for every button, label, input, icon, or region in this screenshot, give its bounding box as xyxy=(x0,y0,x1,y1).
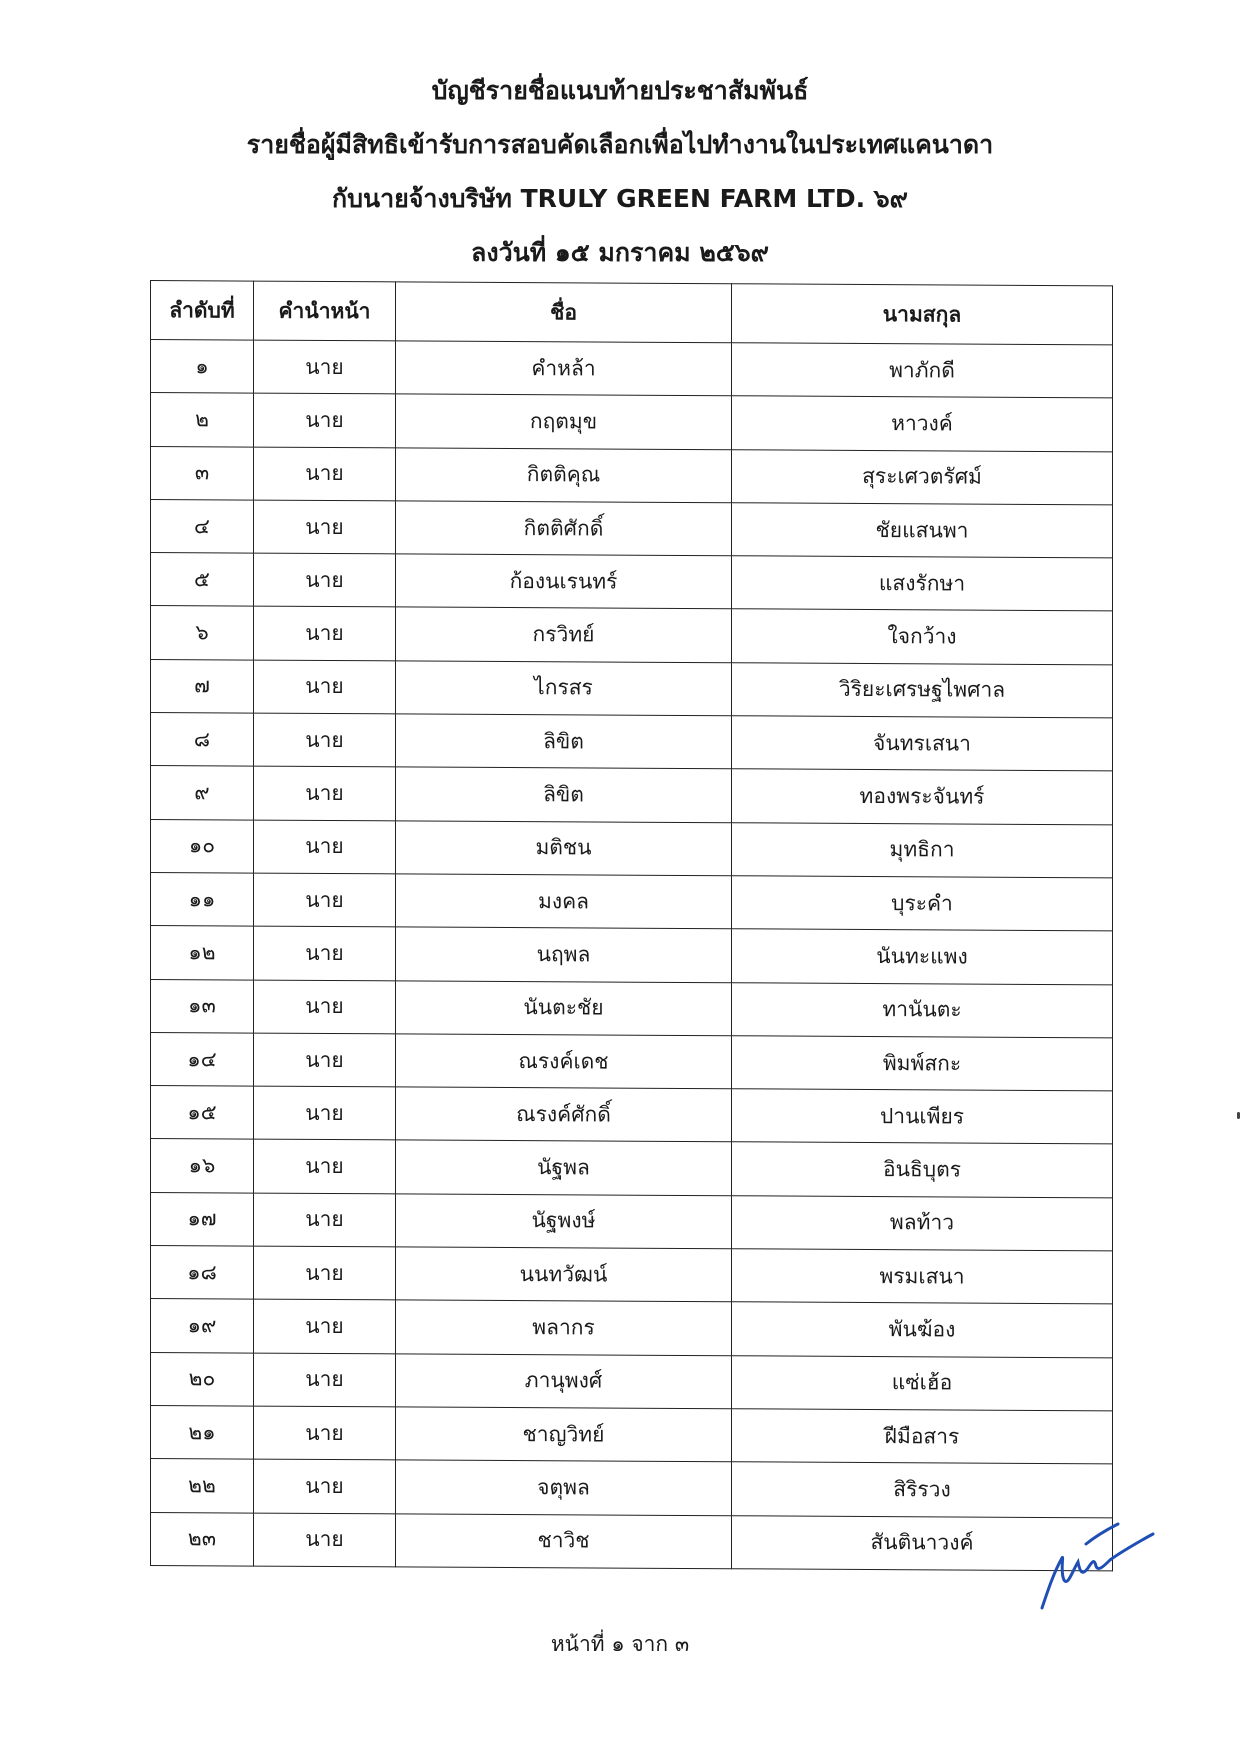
order-cell: ๑๕ xyxy=(151,1086,254,1140)
prefix-cell: นาย xyxy=(254,1459,396,1513)
column-header-prefix: คำนำหน้า xyxy=(254,281,396,341)
first-name-cell: ภานุพงศ์ xyxy=(396,1354,732,1409)
table-row xyxy=(151,1246,1113,1305)
table-row xyxy=(151,1459,1113,1518)
first-name-cell: มติชน xyxy=(396,821,732,876)
document-header xyxy=(0,64,1240,280)
table-row xyxy=(151,926,1113,985)
table-row xyxy=(151,446,1113,505)
table-row xyxy=(151,766,1113,825)
signature xyxy=(1038,1510,1158,1615)
last-name-cell: พรมเสนา xyxy=(732,1249,1113,1304)
table-row xyxy=(151,819,1113,878)
order-cell: ๔ xyxy=(151,499,254,553)
last-name-cell: จันทรเสนา xyxy=(732,716,1113,771)
first-name-cell: ชาวิช xyxy=(396,1513,732,1568)
order-cell: ๑๘ xyxy=(151,1246,254,1300)
table-row xyxy=(151,606,1113,665)
order-cell: ๒๑ xyxy=(151,1405,254,1459)
first-name-cell: นนทวัฒน์ xyxy=(396,1247,732,1302)
last-name-cell: ใจกว้าง xyxy=(732,609,1113,664)
prefix-cell: นาย xyxy=(254,607,396,661)
prefix-cell: นาย xyxy=(254,1086,396,1140)
last-name-cell: พลท้าว xyxy=(732,1195,1113,1250)
last-name-cell: ฝีมือสาร xyxy=(732,1409,1113,1464)
prefix-cell: นาย xyxy=(254,926,396,980)
first-name-cell: พลากร xyxy=(396,1300,732,1355)
table-row xyxy=(151,553,1113,612)
last-name-cell: ทองพระจันทร์ xyxy=(732,769,1113,824)
last-name-cell: นันทะแพง xyxy=(732,929,1113,984)
last-name-cell: ทานันตะ xyxy=(732,982,1113,1037)
order-cell: ๑๓ xyxy=(151,979,254,1033)
title-line-3: กับนายจ้างบริษัท TRULY GREEN FARM LTD. ๖๙ xyxy=(331,184,908,213)
table-row xyxy=(151,979,1113,1038)
prefix-cell: นาย xyxy=(254,1246,396,1300)
prefix-cell: นาย xyxy=(254,1033,396,1087)
prefix-cell: นาย xyxy=(254,340,396,394)
order-cell: ๙ xyxy=(151,766,254,820)
order-cell: ๑๒ xyxy=(151,926,254,980)
column-header-order: ลำดับที่ xyxy=(151,281,254,341)
last-name-cell: ชัยแสนพา xyxy=(732,503,1113,558)
order-cell: ๑๔ xyxy=(151,1032,254,1086)
last-name-cell: พันฆ้อง xyxy=(732,1302,1113,1357)
prefix-cell: นาย xyxy=(254,500,396,554)
first-name-cell: มงคล xyxy=(396,874,732,929)
first-name-cell: ไกรสร xyxy=(396,661,732,716)
first-name-cell: นฤพล xyxy=(396,927,732,982)
table-row xyxy=(151,393,1113,452)
first-name-cell: ลิขิต xyxy=(396,767,732,822)
table-row xyxy=(151,1405,1113,1464)
table-body xyxy=(151,340,1113,1571)
table-row xyxy=(151,1352,1113,1411)
prefix-cell: นาย xyxy=(254,1140,396,1194)
last-name-cell: วิริยะเศรษฐไพศาล xyxy=(732,663,1113,718)
prefix-cell: นาย xyxy=(254,1299,396,1353)
prefix-cell: นาย xyxy=(254,393,396,447)
prefix-cell: นาย xyxy=(254,713,396,767)
order-cell: ๒๓ xyxy=(151,1512,254,1566)
order-cell: ๕ xyxy=(151,553,254,607)
candidate-table xyxy=(150,280,1113,1571)
prefix-cell: นาย xyxy=(254,1406,396,1460)
order-cell: ๑๑ xyxy=(151,872,254,926)
order-cell: ๘ xyxy=(151,713,254,767)
page-number: หน้าที่ ๑ จาก ๓ xyxy=(550,1632,690,1656)
table-row xyxy=(151,713,1113,772)
first-name-cell: ณรงค์เดช xyxy=(396,1034,732,1089)
column-header-last-name: นามสกุล xyxy=(732,284,1113,345)
order-cell: ๑๗ xyxy=(151,1192,254,1246)
order-cell: ๑๙ xyxy=(151,1299,254,1353)
order-cell: ๑ xyxy=(151,340,254,394)
prefix-cell: นาย xyxy=(254,766,396,820)
last-name-cell: สิริรวง xyxy=(732,1462,1113,1517)
last-name-cell: สันตินาวงค์ xyxy=(732,1515,1113,1570)
title-line-1: บัญชีรายชื่อแนบท้ายประชาสัมพันธ์ xyxy=(431,76,809,105)
first-name-cell: ก้องนเรนทร์ xyxy=(396,554,732,609)
first-name-cell: คำหล้า xyxy=(396,341,732,396)
table-row xyxy=(151,1299,1113,1358)
first-name-cell: ณรงค์ศักดิ์ xyxy=(396,1087,732,1142)
prefix-cell: นาย xyxy=(254,1513,396,1567)
prefix-cell: นาย xyxy=(254,980,396,1034)
table-row xyxy=(151,1139,1113,1198)
prefix-cell: นาย xyxy=(254,553,396,607)
last-name-cell: หาวงค์ xyxy=(732,396,1113,451)
order-cell: ๑๐ xyxy=(151,819,254,873)
last-name-cell: สุระเศวตรัศม์ xyxy=(732,449,1113,504)
order-cell: ๖ xyxy=(151,606,254,660)
prefix-cell: นาย xyxy=(254,1353,396,1407)
last-name-cell: แสงรักษา xyxy=(732,556,1113,611)
table-row xyxy=(151,872,1113,931)
last-name-cell: บุระคำ xyxy=(732,876,1113,931)
title-line-2: รายชื่อผู้มีสิทธิเข้ารับการสอบคัดเลือกเพื่อไปทำงานในประเทศแคนาดา xyxy=(246,130,994,159)
prefix-cell: นาย xyxy=(254,447,396,501)
first-name-cell: นัฐพงษ์ xyxy=(396,1194,732,1249)
table-row xyxy=(151,1032,1113,1091)
order-cell: ๗ xyxy=(151,659,254,713)
prefix-cell: นาย xyxy=(254,1193,396,1247)
last-name-cell: พาภักดี xyxy=(732,343,1113,398)
order-cell: ๓ xyxy=(151,446,254,500)
first-name-cell: กิตติศักดิ์ xyxy=(396,501,732,556)
first-name-cell: จตุพล xyxy=(396,1460,732,1515)
last-name-cell: ปานเพียร xyxy=(732,1089,1113,1144)
table-row xyxy=(151,1512,1113,1571)
signature-stroke xyxy=(1042,1524,1153,1608)
first-name-cell: นัฐพล xyxy=(396,1140,732,1195)
order-cell: ๒ xyxy=(151,393,254,447)
prefix-cell: นาย xyxy=(254,660,396,714)
table-row xyxy=(151,1192,1113,1251)
order-cell: ๒๒ xyxy=(151,1459,254,1513)
first-name-cell: กิตติคุณ xyxy=(396,447,732,502)
first-name-cell: ชาญวิทย์ xyxy=(396,1407,732,1462)
prefix-cell: นาย xyxy=(254,820,396,874)
last-name-cell: มุทธิกา xyxy=(732,822,1113,877)
prefix-cell: นาย xyxy=(254,873,396,927)
table-header-row xyxy=(151,281,1113,345)
table-row xyxy=(151,340,1113,399)
order-cell: ๒๐ xyxy=(151,1352,254,1406)
first-name-cell: กฤตมุข xyxy=(396,394,732,449)
last-name-cell: พิมพ์สกะ xyxy=(732,1036,1113,1091)
table-row xyxy=(151,659,1113,718)
title-date-line: ลงวันที่ ๑๕ มกราคม ๒๕๖๙ xyxy=(471,238,769,267)
last-name-cell: แซ่เฮ้อ xyxy=(732,1355,1113,1410)
column-header-first-name: ชื่อ xyxy=(396,282,732,343)
table-row xyxy=(151,1086,1113,1145)
table-row xyxy=(151,499,1113,558)
last-name-cell: อินธิบุตร xyxy=(732,1142,1113,1197)
first-name-cell: กรวิทย์ xyxy=(396,607,732,662)
first-name-cell: นันตะชัย xyxy=(396,980,732,1035)
order-cell: ๑๖ xyxy=(151,1139,254,1193)
first-name-cell: ลิขิต xyxy=(396,714,732,769)
